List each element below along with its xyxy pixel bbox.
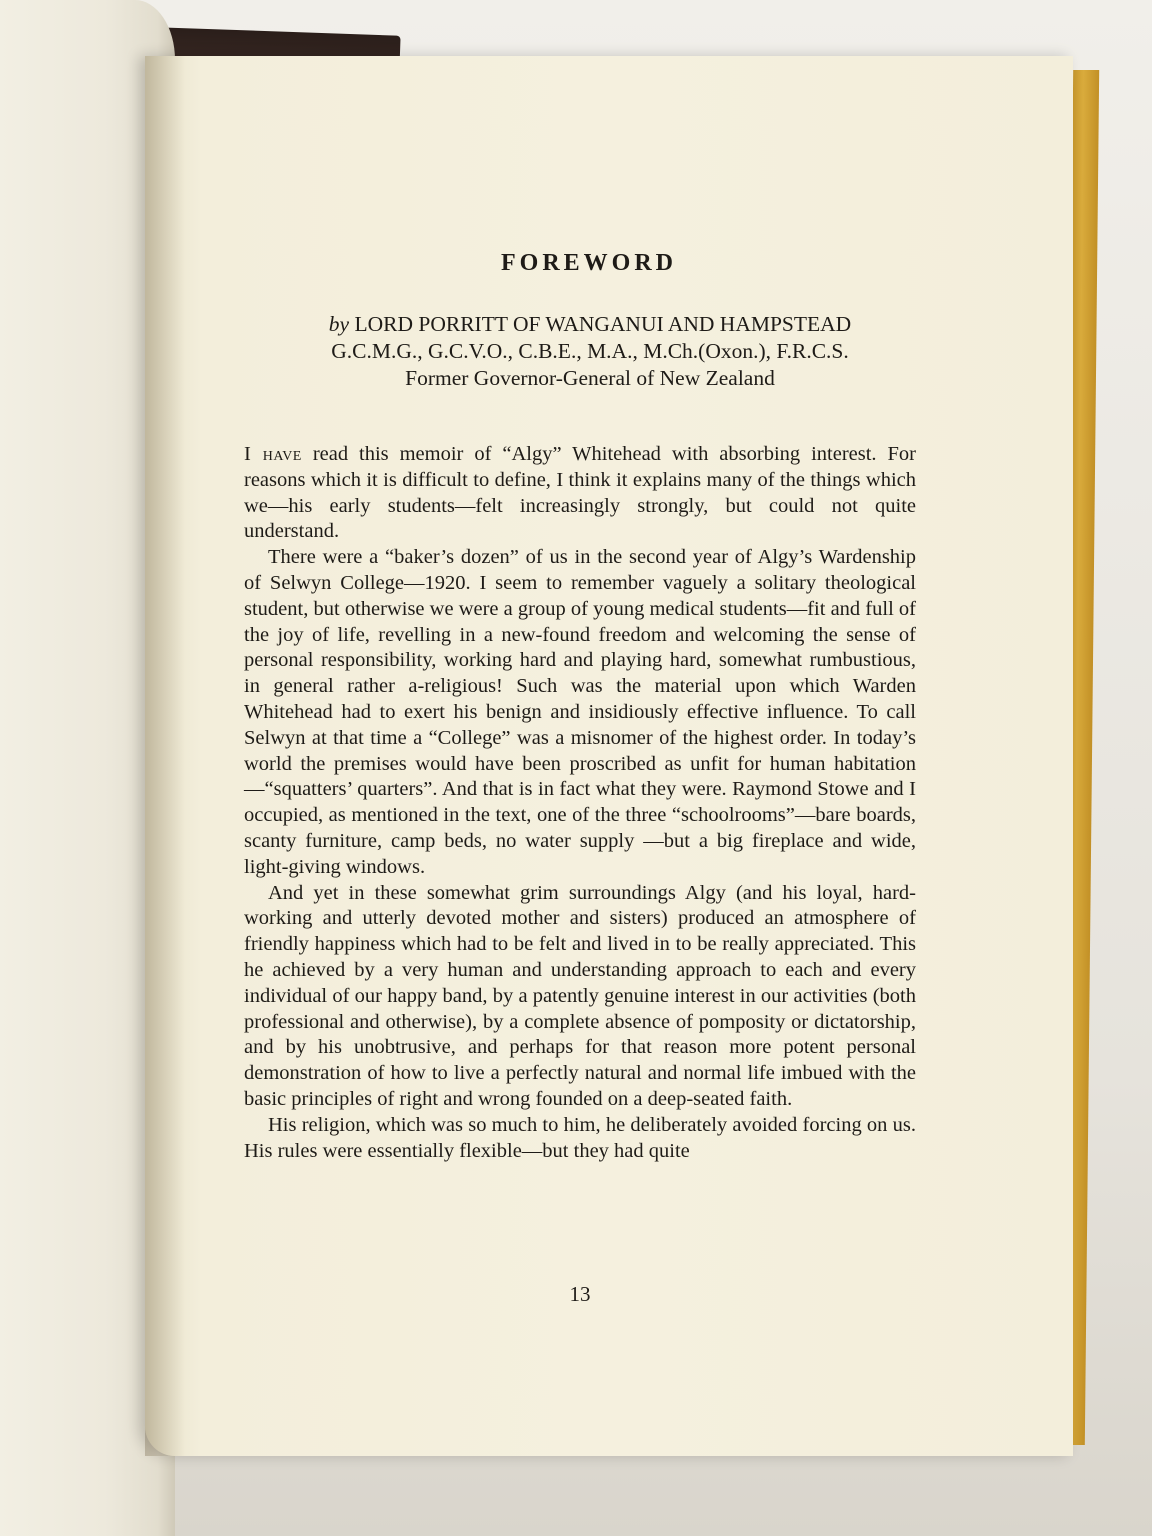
paragraph-1-lead: I have [244, 443, 302, 465]
page-content [244, 250, 916, 1164]
paragraph-4: His religion, which was so much to him, he deliberately avoided forcing on us. His rules were essentially flexible—but they had quite [244, 1113, 916, 1162]
paragraph-1 [244, 442, 916, 545]
byline-honours: G.C.M.G., G.C.V.O., C.B.E., M.A., M.Ch.(Oxon.), F.R.C.S. [331, 339, 849, 363]
page-title: FOREWORD [501, 250, 677, 276]
paragraph-2: There were a “baker’s dozen” of us in the second year of Algy’s Wardenship of Selwyn College—1920. I seem to remember vaguely a solitary theological student, but otherwise we were a group of young medical students—fit and full of the joy of life, revelling in a new-found freedom and welcoming the sense of personal responsibility, working hard and playing hard, somewhat rumbustious, in general rather a-religious! Such was the material upon which Warden Whitehead had to exert his benign and insidiously effective influence. To call Selwyn at that time a “College” was a misnomer of the highest order. In today’s world the premises would have been proscribed as unfit for human habitation—“squatters’ quarters”. And that is in fact what they were. Raymond Stowe and I occupied, as mentioned in the text, one of the three “schoolrooms”—bare boards, scanty furniture, camp beds, no water supply —but a big fireplace and wide, light-giving windows. [244, 546, 916, 878]
paragraph-3: And yet in these somewhat grim surroundings Algy (and his loyal, hard-working and utterly devoted mother and sisters) produced an atmosphere of friendly happiness which had to be felt and lived in to be really appreciated. This he achieved by a very human and understanding approach to each and every individual of our happy band, by a patently genuine interest in our activities (both professional and otherwise), by a complete absence of pomposity or dictatorship, and by his unobtrusive, and perhaps for that reason more potent personal demonstration of how to live a perfectly natural and normal life imbued with the basic principles of right and wrong founded on a deep-seated faith. [244, 881, 916, 1110]
byline-position: Former Governor-General of New Zealand [405, 366, 775, 390]
byline-author: LORD PORRITT OF WANGANUI AND HAMPSTEAD [354, 312, 852, 336]
byline-author-line [264, 311, 916, 338]
byline [244, 311, 916, 392]
paragraph-1-text: read this memoir of “Algy” Whitehead with absorbing interest. For reasons which it is difficult to define, I think it explains many of the things which we—his early students—felt increasingly strongly, but could not quite understand. [244, 443, 916, 543]
byline-by: by [328, 312, 350, 336]
page-number: 13 [569, 1282, 591, 1306]
body-text [244, 442, 916, 1164]
